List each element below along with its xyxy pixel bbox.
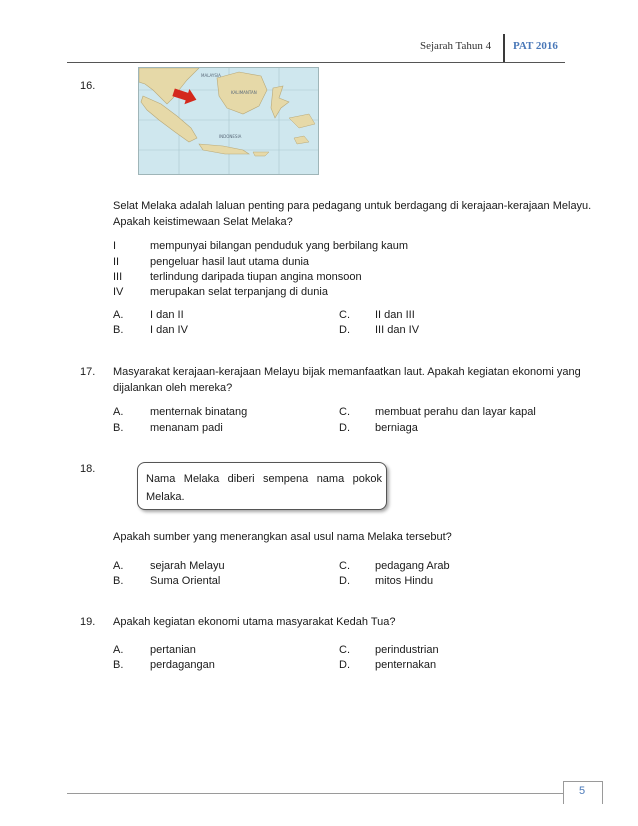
question-18-stem: Apakah sumber yang menerangkan asal usul nama Melaka tersebut? — [113, 531, 452, 543]
option-b-label[interactable]: B. — [113, 324, 124, 336]
option-b-text[interactable]: perdagangan — [150, 659, 215, 671]
statement-roman: I — [113, 240, 117, 252]
map-image-strait-of-malacca — [138, 67, 319, 175]
option-b-label[interactable]: B. — [113, 659, 124, 671]
option-d-text[interactable]: mitos Hindu — [375, 575, 434, 587]
option-a-label[interactable]: A. — [113, 309, 124, 321]
statement-text: mempunyai bilangan penduduk yang berbilang kaum — [150, 240, 409, 252]
option-d-label[interactable]: D. — [339, 422, 350, 434]
option-b-text[interactable]: menanam padi — [150, 422, 223, 434]
question-17-stem-line2: dijalankan oleh mereka? — [113, 382, 233, 394]
option-d-label[interactable]: D. — [339, 324, 350, 336]
option-c-label[interactable]: C. — [339, 644, 350, 656]
option-d-text[interactable]: III dan IV — [375, 324, 420, 336]
option-a-text[interactable]: I dan II — [150, 309, 184, 321]
question-17-number: 17. — [80, 366, 96, 378]
question-18-number: 18. — [80, 463, 96, 475]
option-c-text[interactable]: perindustrian — [375, 644, 439, 656]
svg-text:MALAYSIA: MALAYSIA — [201, 73, 221, 78]
question-16-number: 16. — [80, 80, 96, 92]
statement-roman: III — [113, 271, 123, 283]
option-c-label[interactable]: C. — [339, 406, 350, 418]
question-19-number: 19. — [80, 616, 96, 628]
svg-text:KALIMANTAN: KALIMANTAN — [231, 90, 257, 95]
option-d-text[interactable]: berniaga — [375, 422, 418, 434]
option-a-label[interactable]: A. — [113, 644, 124, 656]
statement-roman: IV — [113, 286, 124, 298]
question-16-stem-line1: Selat Melaka adalah laluan penting para pedagang untuk berdagang di kerajaan-kerajaan Melayu. — [113, 200, 592, 212]
option-c-label[interactable]: C. — [339, 560, 350, 572]
header-subject: Sejarah Tahun 4 — [420, 40, 492, 52]
header-exam: PAT 2016 — [513, 40, 558, 52]
option-a-label[interactable]: A. — [113, 406, 124, 418]
option-d-text[interactable]: penternakan — [375, 659, 437, 671]
option-b-text[interactable]: I dan IV — [150, 324, 188, 336]
statement-roman: II — [113, 256, 120, 268]
page-number: 5 — [578, 785, 586, 797]
callout-text-line2: Melaka. — [146, 491, 185, 503]
statement-text: pengeluar hasil laut utama dunia — [150, 256, 310, 268]
option-b-label[interactable]: B. — [113, 575, 124, 587]
question-19-stem: Apakah kegiatan ekonomi utama masyarakat Kedah Tua? — [113, 616, 396, 628]
footer-rule — [67, 793, 564, 794]
statement-text: terlindung daripada tiupan angina monsoon — [150, 271, 362, 283]
svg-text:INDONESIA: INDONESIA — [219, 134, 242, 139]
question-17-stem-line1: Masyarakat kerajaan-kerajaan Melayu bijak memanfaatkan laut. Apakah kegiatan ekonomi yang — [113, 366, 581, 378]
option-a-text[interactable]: pertanian — [150, 644, 196, 656]
option-a-text[interactable]: menternak binatang — [150, 406, 248, 418]
callout-text-line1: Nama Melaka diberi sempena nama pokok — [146, 473, 382, 485]
option-d-label[interactable]: D. — [339, 575, 350, 587]
option-c-text[interactable]: membuat perahu dan layar kapal — [375, 406, 536, 418]
option-c-label[interactable]: C. — [339, 309, 350, 321]
header-divider — [503, 34, 505, 62]
option-d-label[interactable]: D. — [339, 659, 350, 671]
option-c-text[interactable]: pedagang Arab — [375, 560, 450, 572]
map-illustration — [139, 68, 318, 174]
header-rule — [67, 62, 565, 63]
question-16-stem-line2: Apakah keistimewaan Selat Melaka? — [113, 216, 293, 228]
option-b-text[interactable]: Suma Oriental — [150, 575, 221, 587]
option-b-label[interactable]: B. — [113, 422, 124, 434]
statement-text: merupakan selat terpanjang di dunia — [150, 286, 328, 298]
option-a-text[interactable]: sejarah Melayu — [150, 560, 225, 572]
option-c-text[interactable]: II dan III — [375, 309, 415, 321]
option-a-label[interactable]: A. — [113, 560, 124, 572]
